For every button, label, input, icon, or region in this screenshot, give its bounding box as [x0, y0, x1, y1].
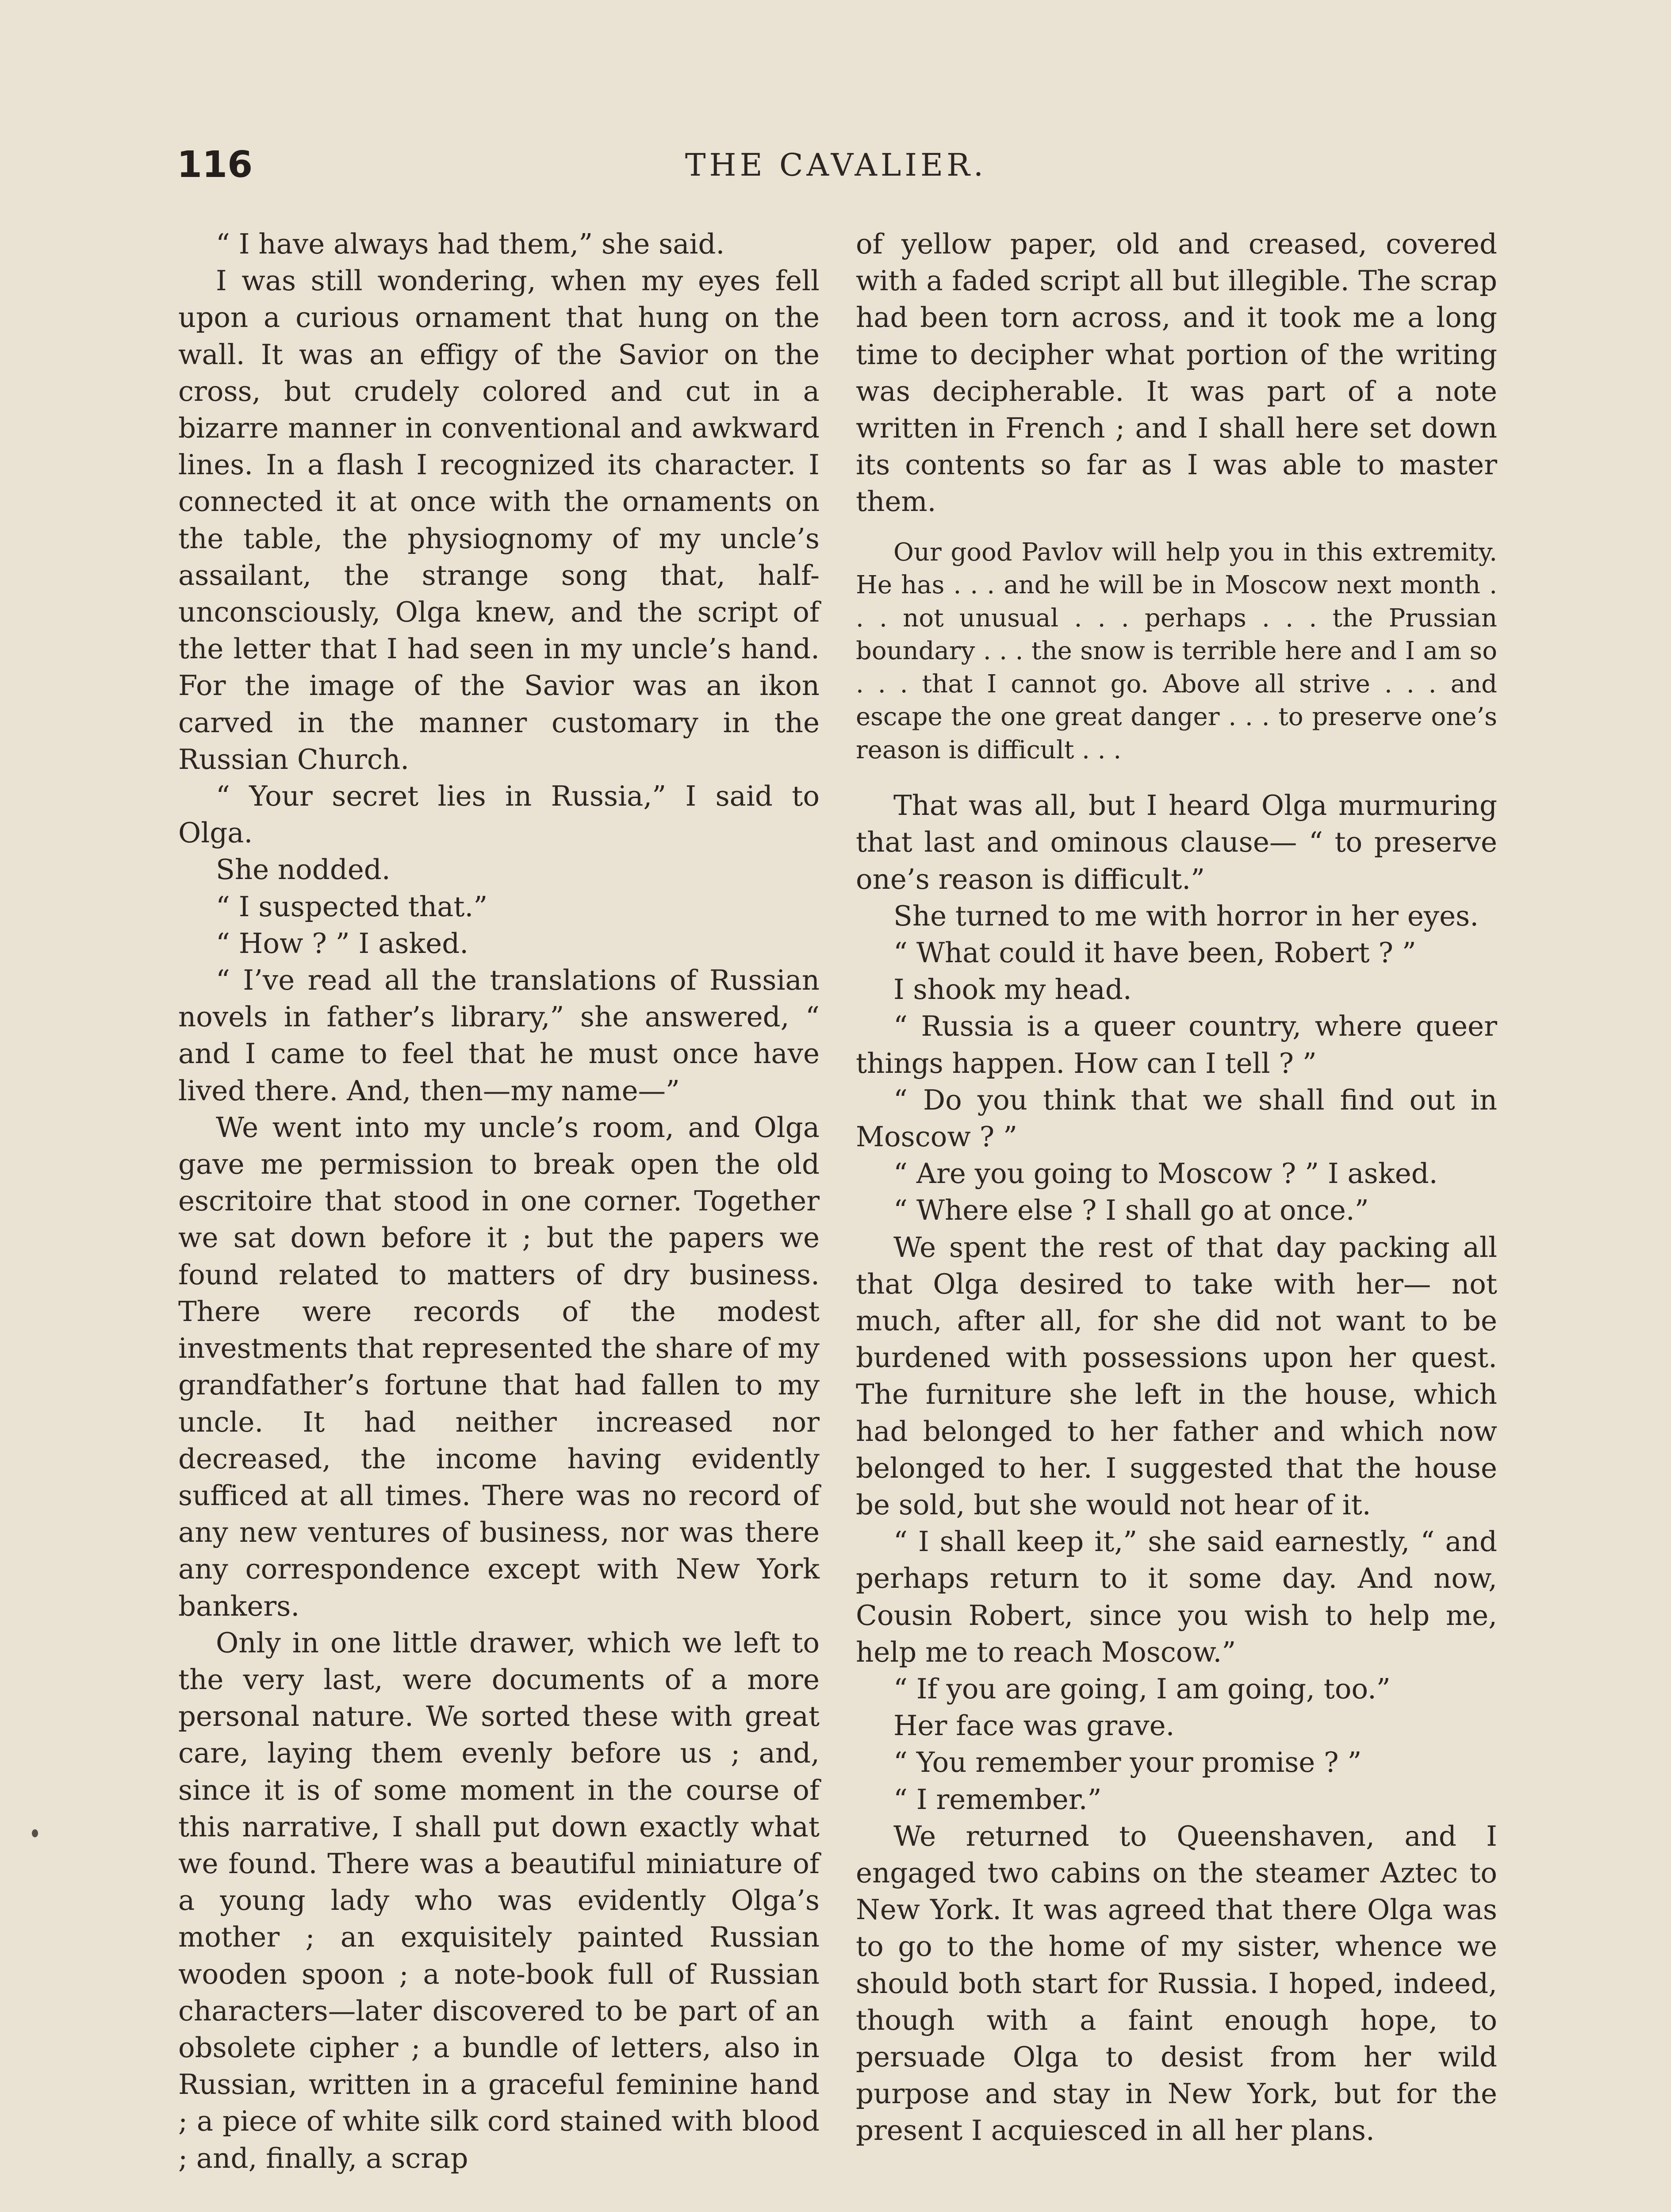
- paragraph: “ I suspected that.”: [216, 890, 488, 923]
- paragraph: I shook my head.: [893, 973, 1132, 1006]
- paragraph: We spent the rest of that day packing all that Olga desired to take with her— not much, after all, for she did not want to be burdened with possessions upon her quest. The furniture she left in the house, which had belonged to her father and which now belonged to her. I suggested that the house be sold, but she would not hear of it.: [856, 1231, 1497, 1521]
- running-title: THE CAVALIER.: [685, 147, 987, 183]
- paragraph: “ Russia is a queer country, where queer things happen. How can I tell ? ”: [856, 1010, 1497, 1079]
- paragraph: “ How ? ” I asked.: [216, 927, 469, 960]
- paragraph: “ Are you going to Moscow ? ” I asked.: [893, 1157, 1438, 1190]
- paragraph: Her face was grave.: [893, 1709, 1175, 1742]
- paragraph: “ You remember your promise ? ”: [893, 1746, 1362, 1779]
- paragraph: “ I’ve read all the translations of Russian novels in father’s library,” she answered, “ and I came to feel that he must once have lived there. And, then—my name—”: [178, 964, 820, 1107]
- paragraph-continued: of yellow paper, old and creased, covered with a faded script all but illegible. The scrap had been torn across, and it took me a long time to decipher what portion of the writing was decipherable. It was part of a note written in French ; and I shall here set down its contents so far as I was able to master them.: [856, 228, 1497, 518]
- page-header: [177, 141, 1495, 189]
- paragraph: “ What could it have been, Robert ? ”: [893, 936, 1416, 969]
- quoted-letter: [856, 536, 1497, 767]
- paragraph: That was all, but I heard Olga murmuring that last and ominous clause— “ to preserve one’s reason is difficult.”: [856, 789, 1497, 895]
- left-column: [178, 226, 820, 2177]
- paragraph: “ Your secret lies in Russia,” I said to Olga.: [178, 780, 820, 849]
- paragraph: We returned to Queenshaven, and I engaged two cabins on the steamer Aztec to New York. It was agreed that there Olga was to go to the home of my sister, whence we should both start for Russia. I hoped, indeed, though with a faint enough hope, to persuade Olga to desist from her wild purpose and stay in New York, but for the present I acquiesced in all her plans.: [856, 1820, 1497, 2147]
- paragraph: I was still wondering, when my eyes fell upon a curious ornament that hung on the wall. It was an effigy of the Savior on the cross, but crudely colored and cut in a bizarre manner in conventional and awkward lines. In a flash I recognized its character. I connected it at once with the ornaments on the table, the physiognomy of my uncle’s assailant, the strange song that, half-unconsciously, Olga knew, and the script of the letter that I had seen in my uncle’s hand. For the image of the Savior was an ikon carved in the manner customary in the Russian Church.: [178, 265, 820, 776]
- paragraph: Only in one little drawer, which we left to the very last, were documents of a more personal nature. We sorted these with great care, laying them evenly before us ; and, since it is of some moment in the course of this narrative, I shall put down exactly what we found. There was a beautiful miniature of a young lady who was evidently Olga’s mother ; an exquisitely painted Russian wooden spoon ; a note-book full of Russian characters—later discovered to be part of an obsolete cipher ; a bundle of letters, also in Russian, written in a graceful feminine hand ; a piece of white silk cord stained with blood ; and, finally, a scrap: [178, 1626, 820, 2174]
- paragraph: We went into my uncle’s room, and Olga gave me permission to break open the old escritoire that stood in one corner. Together we sat down before it ; but the papers we found related to matters of dry business. There were records of the modest investments that represented the share of my grandfather’s fortune that had fallen to my uncle. It had neither increased nor decreased, the income having evidently sufficed at all times. There was no record of any new ventures of business, nor was there any correspondence except with New York bankers.: [178, 1111, 820, 1622]
- paragraph: “ If you are going, I am going, too.”: [893, 1673, 1391, 1705]
- page-number: 116: [177, 144, 253, 186]
- paragraph: “ I have always had them,” she said.: [216, 228, 725, 260]
- right-column: [856, 226, 1497, 2149]
- ink-speck: [32, 1829, 38, 1837]
- paragraph: “ I remember.”: [893, 1783, 1102, 1816]
- paragraph: She turned to me with horror in her eyes.: [893, 899, 1479, 932]
- letter-text: Our good Pavlov will help you in this extremity. He has . . . and he will be in Moscow next month . . . not unusual . . . perhaps . . . the Prussian boundary . . . the snow is terrible here and I am so . . . that I cannot go. Above all strive . . . and escape the one great danger . . . to preserve one’s reason is difficult . . .: [856, 538, 1497, 764]
- paragraph: “ Where else ? I shall go at once.”: [893, 1194, 1369, 1227]
- paragraph: She nodded.: [216, 853, 391, 886]
- paragraph: “ I shall keep it,” she said earnestly, “ and perhaps return to it some day. And now, Cousin Robert, since you wish to help me, help me to reach Moscow.”: [856, 1525, 1497, 1668]
- paragraph: “ Do you think that we shall find out in Moscow ? ”: [856, 1083, 1497, 1153]
